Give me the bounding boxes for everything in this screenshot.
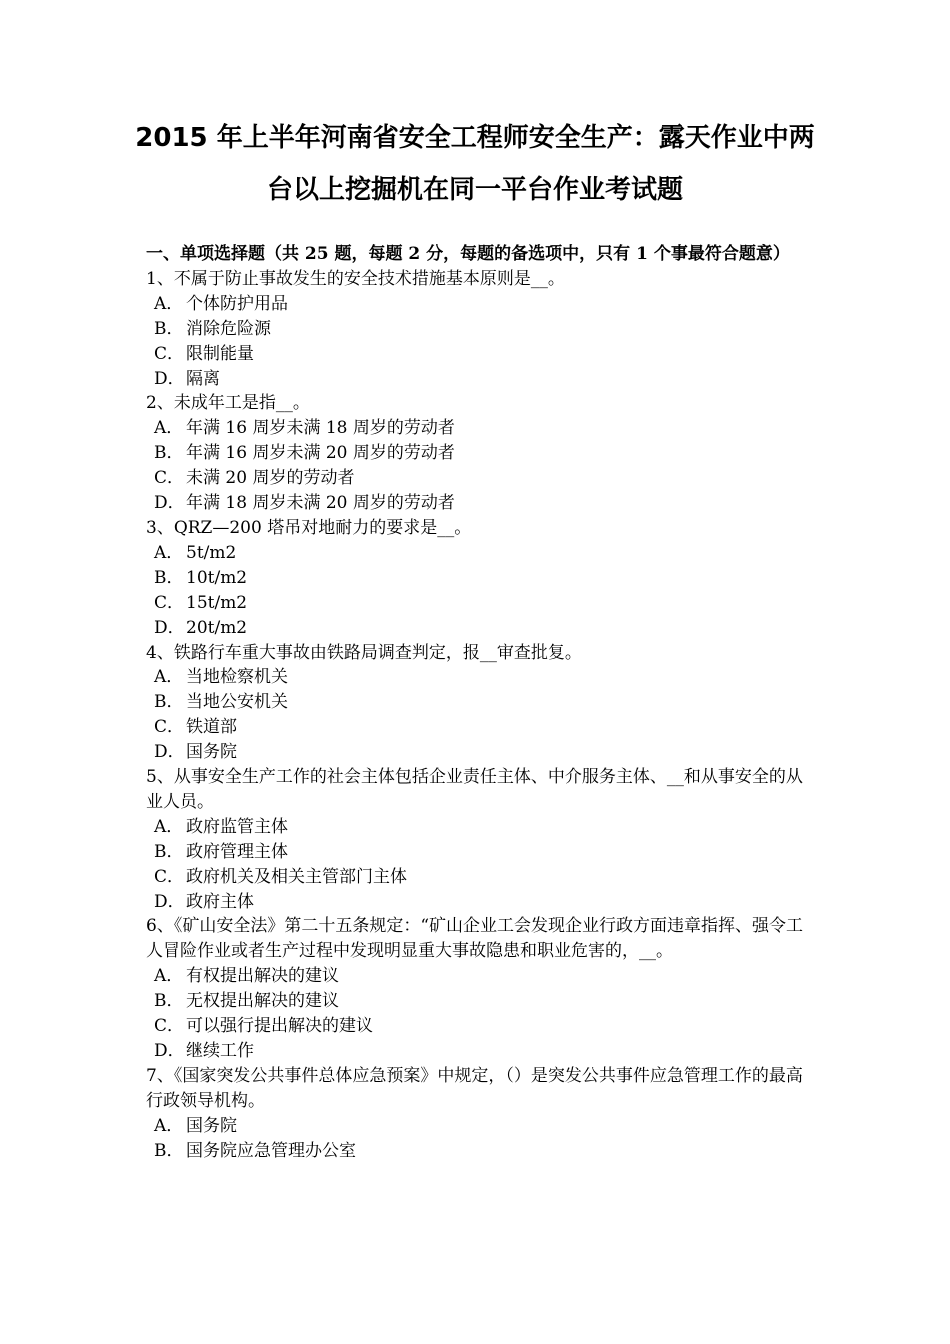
option-text: 政府管理主体	[186, 841, 288, 862]
option-text: 隔离	[186, 368, 220, 389]
answer-option	[146, 690, 810, 715]
option-letter: A．	[154, 667, 184, 688]
option-letter: B．	[154, 318, 184, 339]
option-text: 政府监管主体	[186, 816, 288, 837]
option-text: 限制能量	[186, 343, 254, 364]
question-stem: 3、QRZ—200 塔吊对地耐力的要求是__。	[146, 517, 472, 538]
answer-option	[146, 1139, 810, 1164]
option-text: 国务院应急管理办公室	[186, 1140, 356, 1161]
answer-option	[146, 616, 810, 641]
exam-content	[146, 242, 810, 1164]
option-letter: D．	[154, 493, 185, 514]
question-stem: 6、《矿山安全法》第二十五条规定：“矿山企业工会发现企业行政方面违章指挥、强令工人冒险作业或者生产过程中发现明显重大事故隐患和职业危害的，__。	[146, 916, 804, 962]
answer-option	[146, 665, 810, 690]
option-text: 年满 16 周岁未满 20 周岁的劳动者	[186, 443, 455, 464]
option-text: 继续工作	[186, 1041, 254, 1061]
option-letter: C．	[154, 1016, 185, 1037]
answer-option	[146, 317, 810, 342]
answer-option	[146, 865, 810, 890]
document-title	[120, 112, 830, 216]
option-text: 当地检察机关	[186, 667, 288, 688]
option-text: 5t/m2	[186, 542, 237, 563]
question-3	[146, 516, 810, 641]
question-stem: 2、未成年工是指__。	[146, 393, 310, 414]
question-6	[146, 914, 810, 1063]
answer-option	[146, 1039, 810, 1064]
answer-option	[146, 342, 810, 367]
option-letter: B．	[154, 1140, 184, 1161]
option-letter: A．	[154, 418, 184, 439]
option-letter: D．	[154, 891, 185, 912]
question-4	[146, 641, 810, 766]
option-letter: A．	[154, 293, 184, 314]
answer-option	[146, 541, 810, 566]
option-letter: D．	[154, 368, 185, 389]
answer-option	[146, 466, 810, 491]
question-stem: 4、铁路行车重大事故由铁路局调查判定，报__审查批复。	[146, 642, 582, 663]
option-text: 国务院	[186, 1115, 237, 1136]
option-letter: B．	[154, 567, 184, 588]
option-text: 个体防护用品	[186, 293, 288, 314]
question-stem: 1、不属于防止事故发生的安全技术措施基本原则是__。	[146, 268, 565, 289]
question-1	[146, 267, 810, 392]
option-text: 政府主体	[186, 891, 254, 912]
option-text: 年满 18 周岁未满 20 周岁的劳动者	[186, 493, 455, 514]
option-letter: B．	[154, 841, 184, 862]
option-letter: C．	[154, 468, 185, 489]
answer-option	[146, 1114, 810, 1139]
option-text: 铁道部	[186, 717, 237, 738]
answer-option	[146, 591, 810, 616]
option-text: 可以强行提出解决的建议	[186, 1016, 373, 1037]
option-text: 未满 20 周岁的劳动者	[186, 468, 355, 489]
option-letter: C．	[154, 866, 185, 887]
answer-option	[146, 441, 810, 466]
option-text: 当地公安机关	[186, 692, 288, 713]
option-text: 政府机关及相关主管部门主体	[186, 866, 407, 887]
option-letter: D．	[154, 1041, 185, 1061]
option-letter: B．	[154, 692, 184, 713]
answer-option	[146, 491, 810, 516]
option-letter: B．	[154, 991, 184, 1012]
option-text: 消除危险源	[186, 318, 271, 339]
option-text: 10t/m2	[186, 567, 248, 588]
option-text: 无权提出解决的建议	[186, 991, 339, 1012]
answer-option	[146, 292, 810, 317]
answer-option	[146, 890, 810, 915]
answer-option	[146, 367, 810, 392]
option-letter: A．	[154, 542, 184, 563]
answer-option	[146, 566, 810, 591]
answer-option	[146, 964, 810, 989]
option-letter: D．	[154, 617, 185, 638]
option-text: 20t/m2	[186, 617, 248, 638]
question-7	[146, 1064, 810, 1164]
option-text: 国务院	[186, 742, 237, 763]
question-list	[146, 267, 810, 1164]
option-letter: C．	[154, 592, 185, 613]
option-letter: A．	[154, 816, 184, 837]
option-text: 有权提出解决的建议	[186, 966, 339, 987]
document-title-line-2: 台以上挖掘机在同一平台作业考试题	[266, 175, 683, 205]
section-heading: 一、单项选择题（共 25 题，每题 2 分，每题的备选项中，只有 1 个事最符合题意）	[146, 244, 790, 264]
question-5	[146, 765, 810, 914]
option-text: 15t/m2	[186, 592, 248, 613]
question-stem: 7、《国家突发公共事件总体应急预案》中规定，（）是突发公共事件应急管理工作的最高行政领导机构。	[146, 1065, 803, 1111]
option-letter: D．	[154, 742, 185, 763]
document-title-line-1: 2015 年上半年河南省安全工程师安全生产：露天作业中两	[135, 123, 815, 153]
question-stem: 5、从事安全生产工作的社会主体包括企业责任主体、中介服务主体、__和从事安全的从业人员。	[146, 767, 803, 812]
answer-option	[146, 815, 810, 840]
option-letter: A．	[154, 966, 184, 987]
option-letter: C．	[154, 343, 185, 364]
option-text: 年满 16 周岁未满 18 周岁的劳动者	[186, 418, 455, 439]
answer-option	[146, 416, 810, 441]
option-letter: C．	[154, 717, 185, 738]
answer-option	[146, 740, 810, 765]
answer-option	[146, 1014, 810, 1039]
answer-option	[146, 840, 810, 865]
question-2	[146, 391, 810, 516]
answer-option	[146, 989, 810, 1014]
option-letter: B．	[154, 443, 184, 464]
answer-option	[146, 715, 810, 740]
option-letter: A．	[154, 1115, 184, 1136]
